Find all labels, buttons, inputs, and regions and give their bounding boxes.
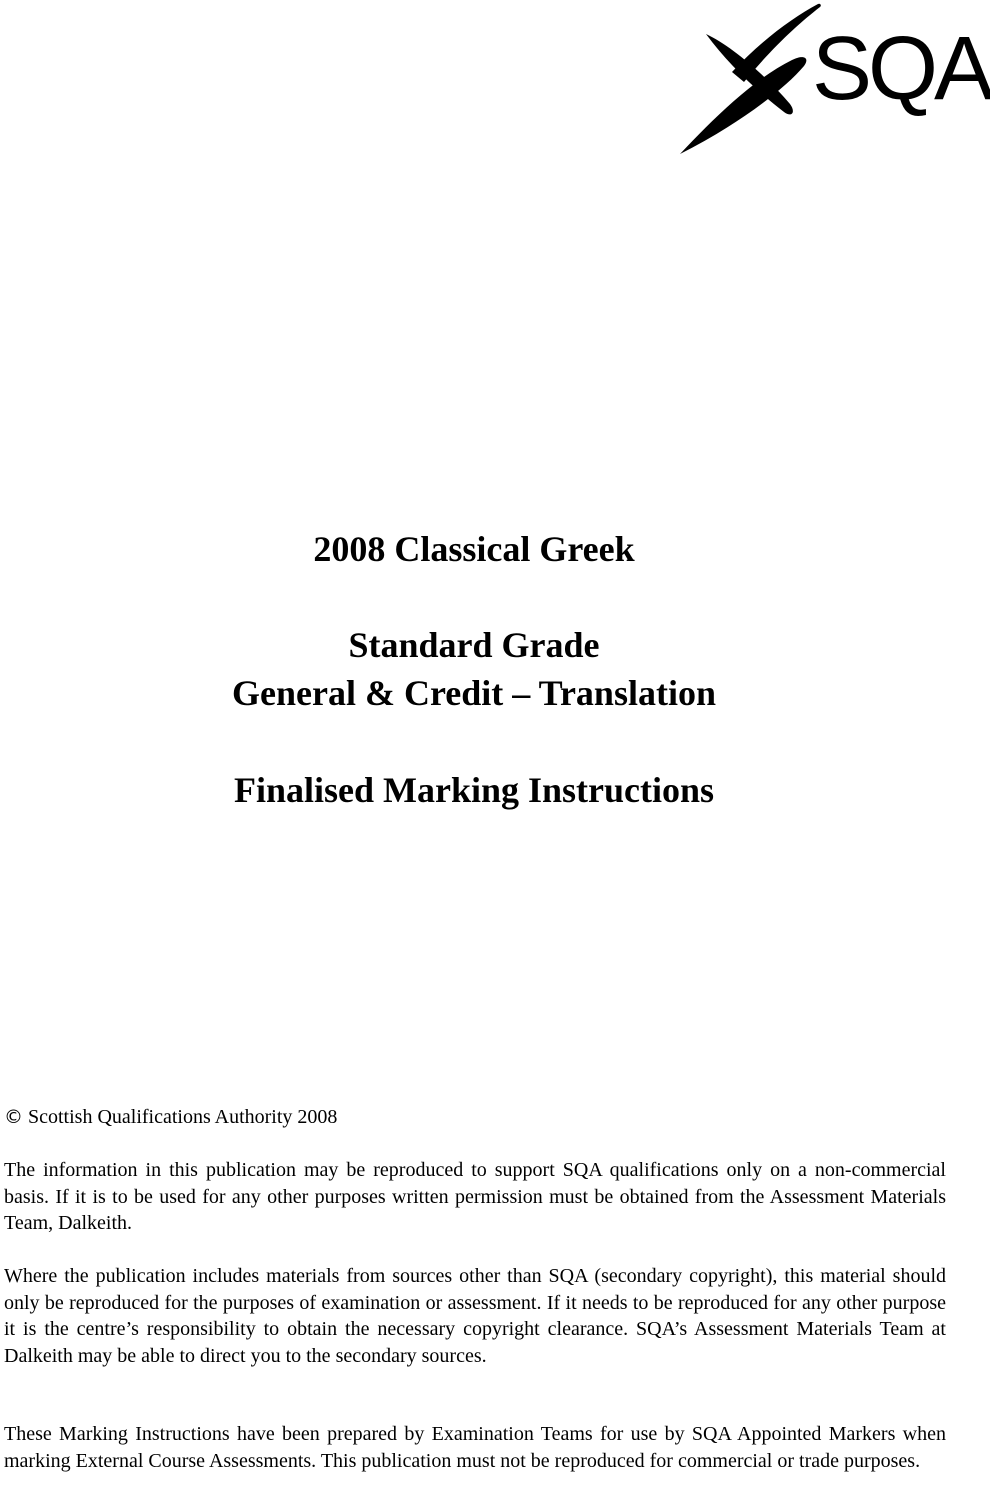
secondary-copyright-paragraph: Where the publication includes materials from sources other than SQA (secondary copyright), this material should only be reproduced for the purposes of examination or assessment. If it needs to be reproduced for any other purpose it is the centre’s responsibility to obtain the necessary copyright clearance. SQA’s Assessment Materials Team at Dalkeith may be able to direct you to the secondary sources. (4, 1265, 946, 1367)
instructions-heading: Finalised Marking Instructions (233, 770, 715, 810)
document-title: 2008 Classical Greek (313, 529, 635, 569)
paper-heading: General & Credit – Translation (232, 673, 716, 713)
grade-heading: Standard Grade (348, 625, 600, 665)
sqa-x-mark-icon (680, 4, 821, 154)
marking-instructions-paragraph: These Marking Instructions have been prepared by Examination Teams for use by SQA Appointed Markers when marking External Course Assessments. This publication must not be reproduced for commercial or trade purposes. (4, 1423, 946, 1472)
reproduction-paragraph: The information in this publication may be reproduced to support SQA qualifications only on a non-commercial basis. If it is to be used for any other purposes written permission must be obtained from the Assessment Materials Team, Dalkeith. (4, 1159, 946, 1234)
copyright-text: Scottish Qualifications Authority 2008 (28, 1106, 338, 1128)
copyright-icon: © (4, 1106, 23, 1128)
copyright-line (4, 1104, 337, 1130)
logo-wordmark: SQA (812, 19, 990, 119)
